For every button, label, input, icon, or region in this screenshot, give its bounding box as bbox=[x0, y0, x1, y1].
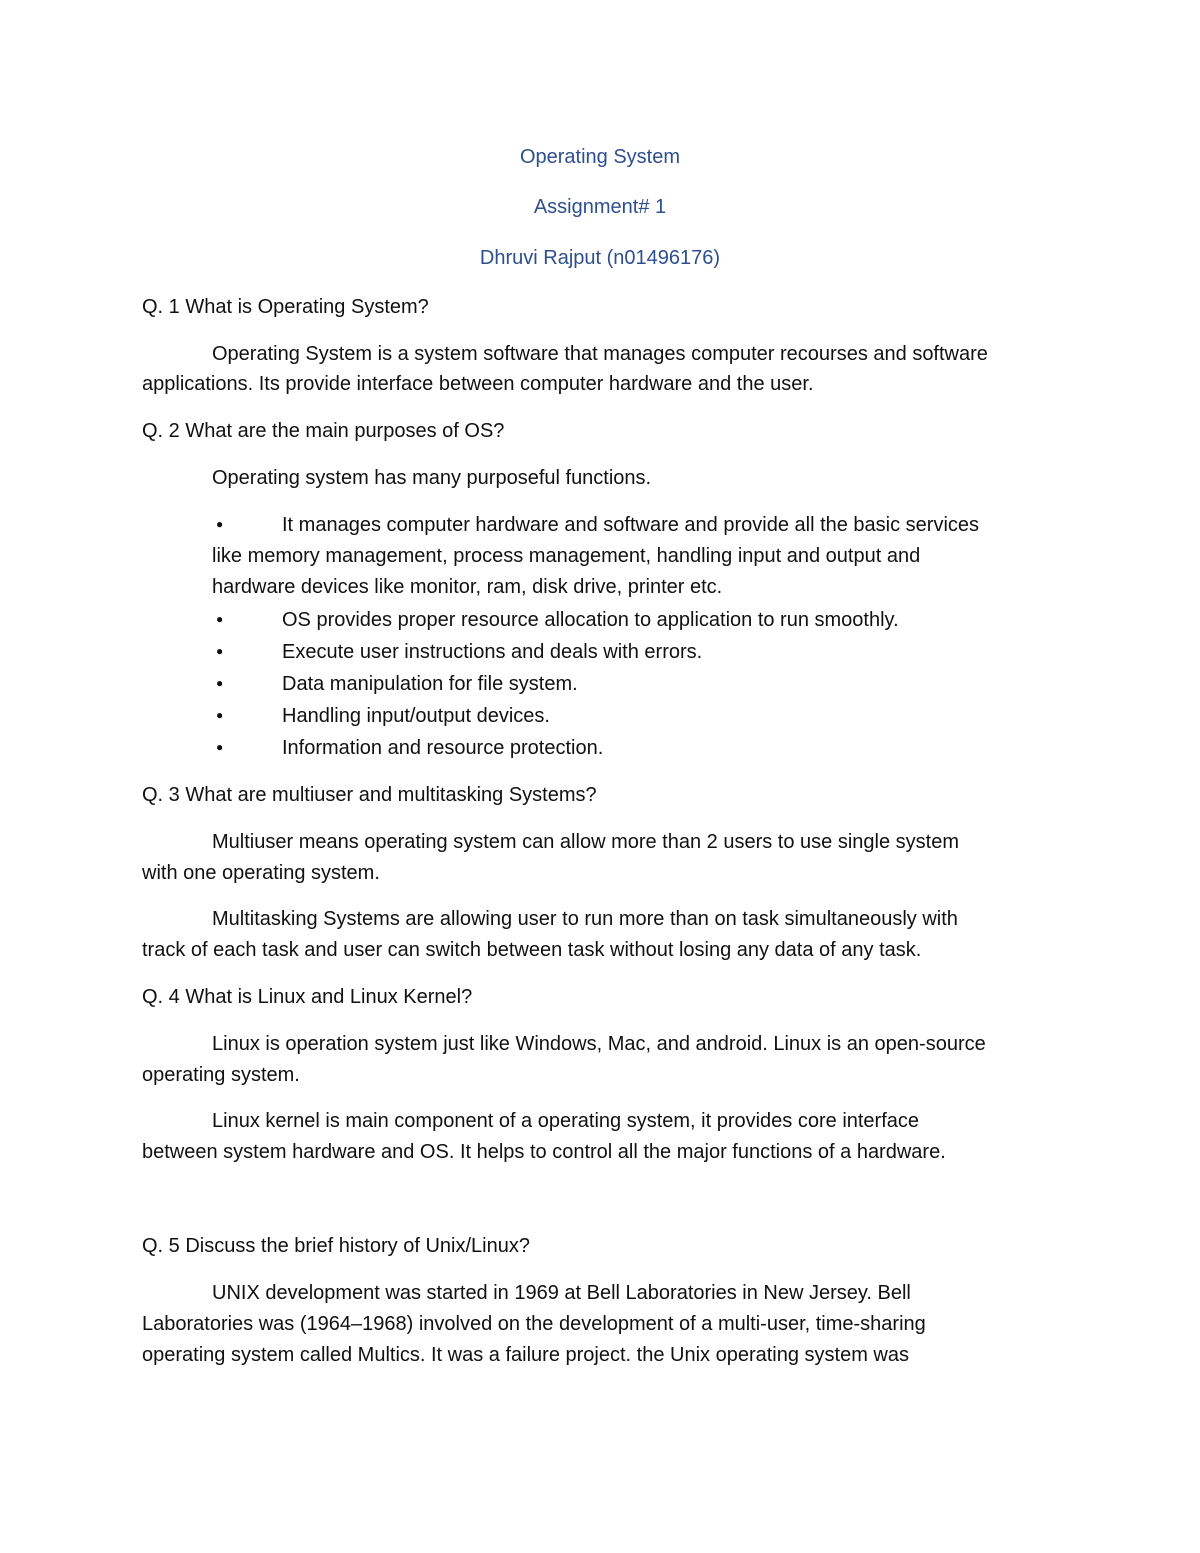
bullet-icon bbox=[212, 669, 282, 702]
bullet-text: OS provides proper resource allocation to application to run smoothly. bbox=[282, 609, 899, 631]
bullet-text: Handling input/output devices. bbox=[282, 705, 550, 727]
bullet-continuation: hardware devices like monitor, ram, disk drive, printer etc. bbox=[212, 576, 723, 598]
answer-4-p1-line-1: Linux is operation system just like Windows, Mac, and android. Linux is an open-source bbox=[212, 1033, 986, 1055]
answer-5-line-3: operating system called Multics. It was a failure project. the Unix operating system was bbox=[142, 1344, 909, 1366]
answer-3-p1-line-1: Multiuser means operating system can allow more than 2 users to use single system bbox=[212, 831, 960, 853]
answer-1-line-2: applications. Its provide interface between computer hardware and the user. bbox=[142, 373, 814, 395]
question-3: Q. 3 What are multiuser and multitasking Systems? bbox=[142, 784, 597, 806]
bullet-text: Information and resource protection. bbox=[282, 737, 604, 759]
bullet-text: It manages computer hardware and software and provide all the basic services bbox=[282, 514, 980, 536]
bullet-continuation: like memory management, process management, handling input and output and bbox=[212, 545, 921, 567]
bullet-icon bbox=[212, 637, 282, 670]
bullet-text: Execute user instructions and deals with errors. bbox=[282, 641, 703, 663]
list-item bbox=[212, 669, 578, 702]
bullet-icon bbox=[212, 701, 282, 734]
bullet-icon bbox=[212, 733, 282, 766]
answer-4-p1-line-2: operating system. bbox=[142, 1064, 300, 1086]
answer-3-p1-line-2: with one operating system. bbox=[142, 862, 380, 884]
answer-3-p2-line-1: Multitasking Systems are allowing user to run more than on task simultaneously with bbox=[212, 908, 958, 930]
answer-1-line-1: Operating System is a system software that manages computer recourses and software bbox=[212, 343, 988, 365]
bullet-icon bbox=[212, 510, 282, 543]
answer-4-p2-line-1: Linux kernel is main component of a operating system, it provides core interface bbox=[212, 1110, 920, 1132]
assignment-label: Assignment# 1 bbox=[533, 196, 667, 218]
answer-3-p2-line-2: track of each task and user can switch between task without losing any data of any task. bbox=[142, 939, 922, 961]
list-item bbox=[212, 733, 603, 766]
answer-5-line-2: Laboratories was (1964–1968) involved on the development of a multi-user, time-sharing bbox=[142, 1313, 926, 1335]
doc-title: Operating System bbox=[519, 146, 681, 168]
list-item bbox=[212, 701, 550, 734]
answer-5-line-1: UNIX development was started in 1969 at Bell Laboratories in New Jersey. Bell bbox=[212, 1282, 911, 1304]
author-line: Dhruvi Rajput (n01496176) bbox=[479, 247, 721, 269]
bullet-icon bbox=[212, 605, 282, 638]
answer-2-intro: Operating system has many purposeful functions. bbox=[212, 467, 652, 489]
bullet-text: Data manipulation for file system. bbox=[282, 673, 578, 695]
list-item bbox=[212, 605, 899, 638]
question-4: Q. 4 What is Linux and Linux Kernel? bbox=[142, 986, 473, 1008]
answer-4-p2-line-2: between system hardware and OS. It helps to control all the major functions of a hardware. bbox=[142, 1141, 946, 1163]
question-5: Q. 5 Discuss the brief history of Unix/Linux? bbox=[142, 1235, 530, 1257]
question-2: Q. 2 What are the main purposes of OS? bbox=[142, 420, 505, 442]
list-item bbox=[212, 510, 979, 543]
list-item bbox=[212, 637, 702, 670]
question-1: Q. 1 What is Operating System? bbox=[142, 296, 429, 318]
